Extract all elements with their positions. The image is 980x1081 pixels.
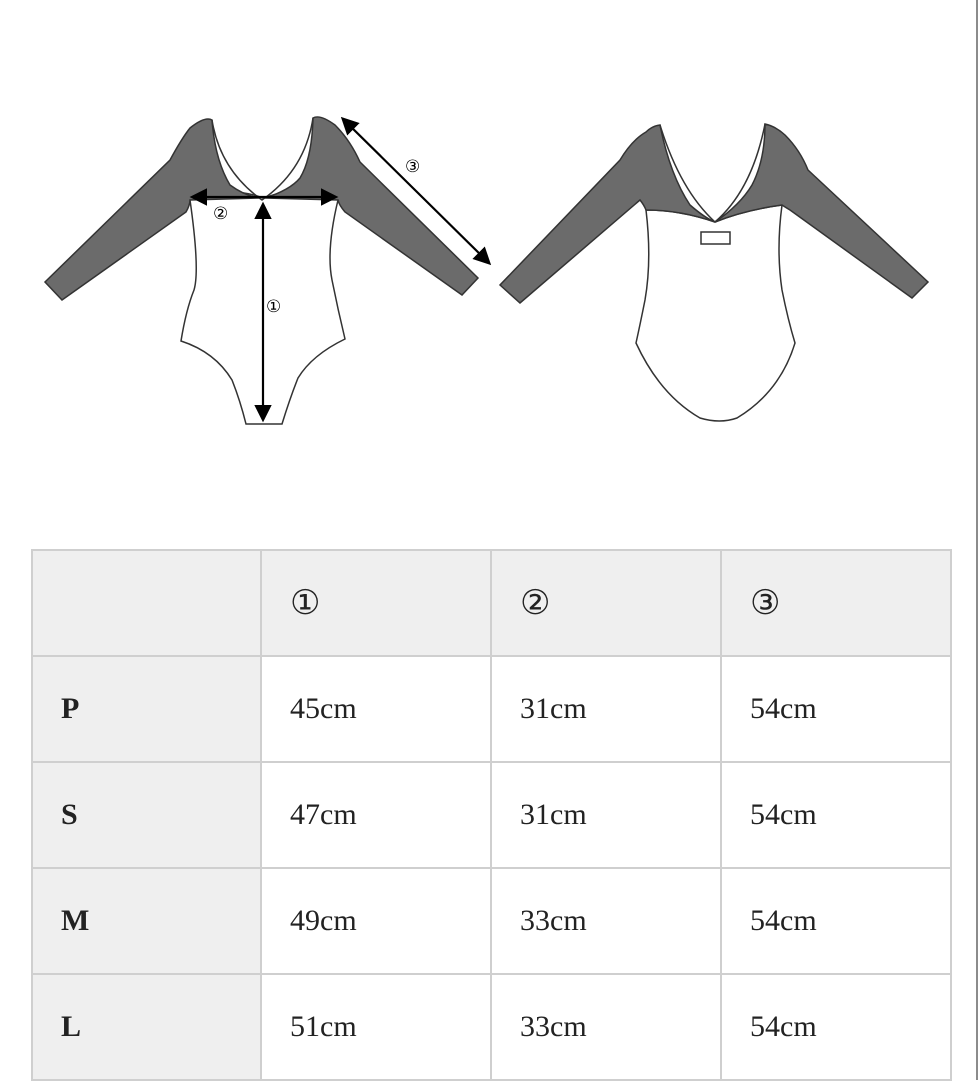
cell-s-2: 31cm: [491, 762, 721, 868]
header-cell-2: ②: [491, 550, 721, 656]
cell-l-1: 51cm: [261, 974, 491, 1080]
back-view: [500, 124, 928, 421]
marker-3-label: ③: [405, 157, 421, 177]
cell-p-1: 45cm: [261, 656, 491, 762]
cell-m-1: 49cm: [261, 868, 491, 974]
table-header-row: [32, 550, 951, 656]
cell-l-2: 33cm: [491, 974, 721, 1080]
cell-m-3: 54cm: [721, 868, 951, 974]
back-label-tag: [701, 232, 730, 244]
front-view: [45, 117, 488, 424]
marker-1-label: ①: [266, 297, 282, 317]
header-cell-empty: [32, 550, 261, 656]
table-row-p: [32, 656, 951, 762]
table-row-m: [32, 868, 951, 974]
header-cell-1: ①: [261, 550, 491, 656]
marker-2-label: ②: [213, 204, 229, 224]
leotard-diagram: [0, 0, 980, 470]
size-label-m: M: [32, 868, 261, 974]
size-label-l: L: [32, 974, 261, 1080]
cell-s-1: 47cm: [261, 762, 491, 868]
cell-l-3: 54cm: [721, 974, 951, 1080]
cell-p-3: 54cm: [721, 656, 951, 762]
cell-s-3: 54cm: [721, 762, 951, 868]
table-row-s: [32, 762, 951, 868]
size-label-s: S: [32, 762, 261, 868]
cell-m-2: 33cm: [491, 868, 721, 974]
header-cell-3: ③: [721, 550, 951, 656]
size-chart-table: [31, 549, 952, 1081]
size-label-p: P: [32, 656, 261, 762]
cell-p-2: 31cm: [491, 656, 721, 762]
table-row-l: [32, 974, 951, 1080]
